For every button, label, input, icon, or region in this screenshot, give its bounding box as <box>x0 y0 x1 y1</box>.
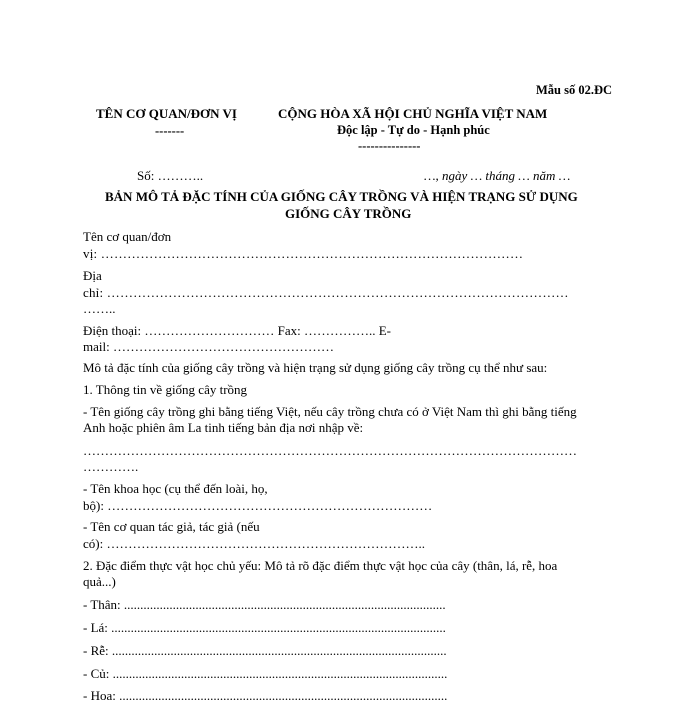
section-2-heading-cont: quả...) <box>83 574 116 589</box>
document-number: Số: ……….. <box>137 168 204 183</box>
address-label: Địa <box>83 268 102 283</box>
agency-label: Tên cơ quan/đơn <box>83 229 172 244</box>
motto-dashes: --------------- <box>358 139 421 153</box>
variety-name-dots: …………………………………………………………………………………………………… <box>83 443 577 458</box>
agency-dashes: ------- <box>155 124 185 138</box>
flower-field: - Hoa: ..................................................................................................... <box>83 688 448 703</box>
section-1-heading: 1. Thông tin về giống cây trồng <box>83 382 248 397</box>
leaf-field: - Lá: ....................................................................................................... <box>83 620 446 635</box>
stem-field: - Thân: ................................................................................................... <box>83 597 446 612</box>
motto: Độc lập - Tự do - Hạnh phúc <box>337 123 490 137</box>
form-number: Mẫu số 02.ĐC <box>536 83 613 97</box>
title-line-1: BẢN MÔ TẢ ĐẶC TÍNH CỦA GIỐNG CÂY TRỒNG VÀ HIỆN TRẠNG SỬ DỤNG <box>105 189 578 204</box>
title-line-2: GIỐNG CÂY TRỒNG <box>285 206 412 221</box>
tuber-field: - Củ: ....................................................................................................... <box>83 666 448 681</box>
variety-name-dots-cont: …………. <box>83 459 139 474</box>
scientific-name-field: bộ): ………………………………………………………………… <box>83 498 433 513</box>
document-date: …, ngày … tháng … năm … <box>424 168 571 183</box>
agency-name: TÊN CƠ QUAN/ĐƠN VỊ <box>96 106 237 121</box>
section-2-heading: 2. Đặc điểm thực vật học chủ yếu: Mô tả rõ đặc điểm thực vật học của cây (thân, lá, rễ, hoa <box>83 558 558 573</box>
author-field: có): ……………………………………………………………….. <box>83 536 425 551</box>
agency-field: vị: …………………………………………………………………………………… <box>83 246 524 261</box>
variety-name-line-1: - Tên giống cây trồng ghi bằng tiếng Việt, nếu cây trồng chưa có ở Việt Nam thì ghi bằng tiếng <box>83 404 577 419</box>
author-label: - Tên cơ quan tác giả, tác giả (nếu <box>83 519 260 534</box>
intro-text: Mô tả đặc tính của giống cây trồng và hiện trạng sử dụng giống cây trồng cụ thể như sau: <box>83 360 548 375</box>
variety-name-line-2: Anh hoặc phiên âm La tinh tiếng bản địa nơi nhập về: <box>83 420 364 435</box>
scientific-name-label: - Tên khoa học (cụ thể đến loài, họ, <box>83 481 268 496</box>
country-name: CỘNG HÒA XÃ HỘI CHỦ NGHĨA VIỆT NAM <box>278 106 548 121</box>
address-field-cont: …….. <box>83 301 116 316</box>
phone-fax-field: Điện thoại: ………………………… Fax: …………….. E- <box>83 323 392 338</box>
email-field: mail: …………………………………………… <box>83 339 334 354</box>
root-field: - Rễ: ....................................................................................................... <box>83 643 447 658</box>
address-field: chỉ: …………………………………………………………………………………………… <box>83 285 569 300</box>
